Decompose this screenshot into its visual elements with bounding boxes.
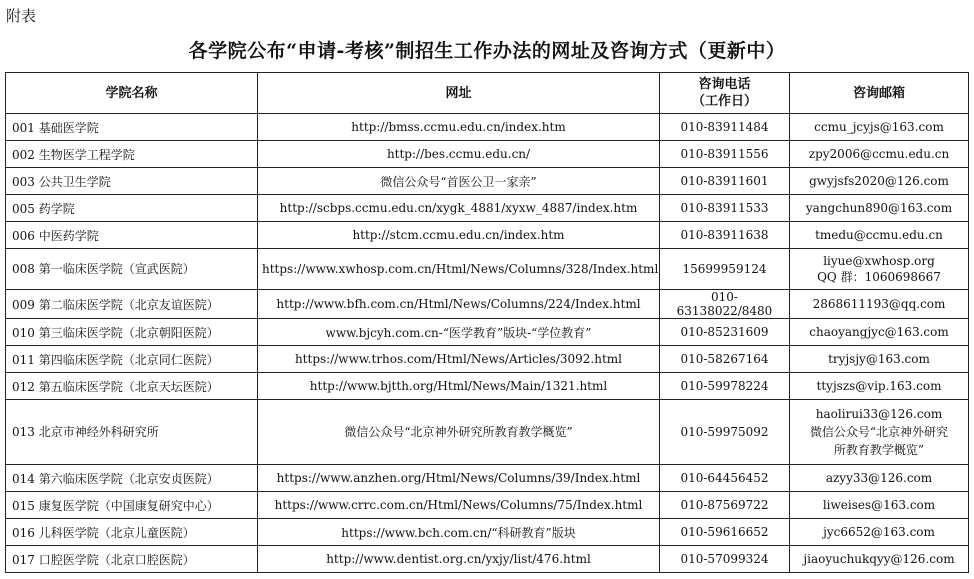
email-line[interactable]: liyue@xwhosp.org (823, 254, 935, 268)
table-row (6, 400, 969, 465)
email-cell (790, 195, 969, 222)
email-line[interactable]: jyc6652@163.com (823, 525, 935, 539)
email-cell (790, 492, 969, 519)
email-cell (790, 346, 969, 373)
email-line: 微信公众号“北京神外研究 (809, 425, 949, 439)
college-name-cell: 016 儿科医学院（北京儿童医院） (6, 519, 258, 546)
table-row (6, 141, 969, 168)
email-line[interactable]: chaoyangjyc@163.com (809, 325, 949, 339)
table-row (6, 373, 969, 400)
table-row (6, 114, 969, 141)
column-header-email: 咨询邮箱 (790, 73, 969, 114)
phone-cell: 010-64456452 (660, 465, 790, 492)
website-link-cell[interactable]: https://www.trhos.com/Html/News/Articles/3092.html (258, 346, 660, 373)
table-row (6, 346, 969, 373)
table-body (6, 114, 969, 573)
college-name-cell: 009 第二临床医学院（北京友谊医院） (6, 290, 258, 319)
email-line[interactable]: azyy33@126.com (825, 471, 933, 485)
appendix-label: 附表 (6, 7, 37, 25)
email-cell (790, 546, 969, 573)
email-cell (790, 222, 969, 249)
phone-cell: 010-83911601 (660, 168, 790, 195)
phone-cell: 010-87569722 (660, 492, 790, 519)
college-name-cell: 012 第五临床医学院（北京天坛医院） (6, 373, 258, 400)
website-link-cell[interactable]: http://scbps.ccmu.edu.cn/xygk_4881/xyxw_4887/index.htm (258, 195, 660, 222)
email-cell (790, 249, 969, 290)
email-cell (790, 319, 969, 346)
email-line[interactable]: liweises@163.com (822, 498, 936, 512)
college-name-cell: 017 口腔医学院（北京口腔医院） (6, 546, 258, 573)
email-line: 所教育教学概览” (833, 443, 925, 457)
phone-cell: 15699959124 (660, 249, 790, 290)
email-line[interactable]: haolirui33@126.com (815, 407, 943, 421)
college-contact-table (5, 72, 969, 573)
website-link-cell[interactable]: 微信公众号“北京神外研究所教育教学概览” (258, 400, 660, 465)
phone-cell: 010-63138022/8480 (660, 290, 790, 319)
table-row (6, 222, 969, 249)
website-link-cell[interactable]: 微信公众号“首医公卫一家亲” (258, 168, 660, 195)
college-name-cell: 010 第三临床医学院（北京朝阳医院） (6, 319, 258, 346)
column-header-phone (660, 73, 790, 114)
column-header-url: 网址 (258, 73, 660, 114)
table-header-row (6, 73, 969, 114)
email-cell (790, 168, 969, 195)
table-row (6, 492, 969, 519)
email-cell (790, 114, 969, 141)
college-name-cell: 014 第六临床医学院（北京安贞医院） (6, 465, 258, 492)
email-line[interactable]: gwyjsfs2020@126.com (809, 174, 949, 188)
phone-cell: 010-59616652 (660, 519, 790, 546)
email-cell (790, 465, 969, 492)
website-link-cell[interactable]: www.bjcyh.com.cn-“医学教育”版块-“学位教育” (258, 319, 660, 346)
college-name-cell: 006 中医药学院 (6, 222, 258, 249)
email-line[interactable]: jiaoyuchukqyy@126.com (803, 552, 955, 566)
table-row (6, 249, 969, 290)
college-name-cell: 005 药学院 (6, 195, 258, 222)
table-row (6, 465, 969, 492)
website-link-cell[interactable]: https://www.bch.com.cn/“科研教育”版块 (258, 519, 660, 546)
phone-cell: 010-59978224 (660, 373, 790, 400)
website-link-cell[interactable]: http://bmss.ccmu.edu.cn/index.htm (258, 114, 660, 141)
column-header-name: 学院名称 (6, 73, 258, 114)
website-link-cell[interactable]: http://www.bjtth.org/Html/News/Main/1321.html (258, 373, 660, 400)
phone-cell: 010-83911533 (660, 195, 790, 222)
website-link-cell[interactable]: http://www.bfh.com.cn/Html/News/Columns/224/Index.html (258, 290, 660, 319)
phone-cell: 010-59975092 (660, 400, 790, 465)
table-row (6, 546, 969, 573)
email-line[interactable]: ttyjszs@vip.163.com (816, 379, 942, 393)
website-link-cell[interactable]: http://www.dentist.org.cn/yxjy/list/476.html (258, 546, 660, 573)
page-title: 各学院公布“申请-考核”制招生工作办法的网址及咨询方式（更新中） (188, 40, 786, 62)
website-link-cell[interactable]: http://stcm.ccmu.edu.cn/index.htm (258, 222, 660, 249)
email-line[interactable]: tmedu@ccmu.edu.cn (815, 228, 943, 242)
college-name-cell: 002 生物医学工程学院 (6, 141, 258, 168)
email-line[interactable]: 2868611193@qq.com (812, 297, 946, 311)
website-link-cell[interactable]: https://www.xwhosp.com.cn/Html/News/Columns/328/Index.html (258, 249, 660, 290)
email-cell (790, 519, 969, 546)
phone-cell: 010-85231609 (660, 319, 790, 346)
college-name-cell: 008 第一临床医学院（宣武医院） (6, 249, 258, 290)
website-link-cell[interactable]: https://www.anzhen.org/Html/News/Columns/39/Index.html (258, 465, 660, 492)
website-link-cell[interactable]: http://bes.ccmu.edu.cn/ (258, 141, 660, 168)
phone-cell: 010-83911638 (660, 222, 790, 249)
phone-cell: 010-83911484 (660, 114, 790, 141)
email-line: QQ 群：1060698667 (817, 270, 941, 284)
website-link-cell[interactable]: https://www.crrc.com.cn/Html/News/Columns/75/Index.html (258, 492, 660, 519)
email-cell (790, 290, 969, 319)
college-name-cell: 015 康复医学院（中国康复研究中心） (6, 492, 258, 519)
college-name-cell: 001 基础医学院 (6, 114, 258, 141)
email-line[interactable]: zpy2006@ccmu.edu.cn (808, 147, 950, 161)
college-name-cell: 003 公共卫生学院 (6, 168, 258, 195)
email-line[interactable]: tryjsjy@163.com (828, 352, 930, 366)
phone-cell: 010-83911556 (660, 141, 790, 168)
phone-cell: 010-57099324 (660, 546, 790, 573)
email-line[interactable]: ccmu_jcyjs@163.com (814, 120, 944, 134)
table-row (6, 519, 969, 546)
table-row (6, 290, 969, 319)
email-cell (790, 141, 969, 168)
table-row (6, 195, 969, 222)
table-row (6, 168, 969, 195)
phone-cell: 010-58267164 (660, 346, 790, 373)
table-row (6, 319, 969, 346)
column-header-phone-line2: （工作日） (691, 94, 757, 109)
email-cell (790, 373, 969, 400)
email-line[interactable]: yangchun890@163.com (805, 201, 953, 215)
column-header-phone-line1: 咨询电话 (698, 77, 751, 92)
email-cell (790, 400, 969, 465)
college-name-cell: 011 第四临床医学院（北京同仁医院） (6, 346, 258, 373)
college-name-cell: 013 北京市神经外科研究所 (6, 400, 258, 465)
